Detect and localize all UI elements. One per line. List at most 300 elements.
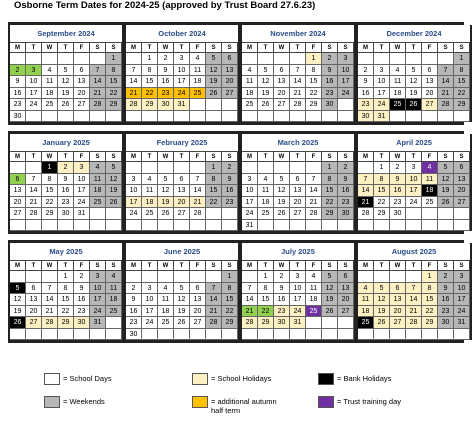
day-cell [322,220,338,232]
month-title: October 2024 [126,25,238,43]
day-cell [106,220,122,232]
day-cell [322,111,338,123]
day-cell: 8 [306,65,322,77]
day-cell: 19 [58,88,74,100]
day-cell: 15 [306,76,322,88]
day-cell [90,53,106,65]
weekday-header: S [454,152,470,162]
day-cell: 7 [126,65,142,77]
day-cell [258,53,274,65]
day-cell: 3 [74,162,90,174]
day-cell: 8 [142,65,158,77]
weekday-header: S [90,152,106,162]
day-cell: 12 [374,294,390,306]
day-cell [390,111,406,123]
day-cell: 11 [358,294,374,306]
day-cell: 4 [258,174,274,186]
day-cell: 11 [242,76,258,88]
day-cell [438,111,454,123]
weekday-header: T [258,261,274,271]
day-cell: 10 [338,65,354,77]
day-cell: 29 [422,317,438,329]
day-cell: 10 [290,283,306,295]
day-grid [358,261,470,340]
day-cell: 1 [42,162,58,174]
day-cell: 4 [358,283,374,295]
month-title: December 2024 [358,25,470,43]
day-cell [190,220,206,232]
day-cell [42,53,58,65]
day-cell: 17 [290,294,306,306]
day-cell: 24 [242,208,258,220]
day-cell [390,329,406,341]
day-cell: 5 [374,283,390,295]
day-cell [374,271,390,283]
day-cell [438,208,454,220]
day-grid [10,152,122,231]
day-cell [274,111,290,123]
weekday-header: M [126,152,142,162]
day-cell: 30 [158,99,174,111]
day-cell [222,220,238,232]
day-cell: 10 [406,174,422,186]
month-title: April 2025 [358,134,470,152]
weekday-header: S [206,43,222,53]
day-cell: 15 [454,76,470,88]
day-cell: 7 [306,174,322,186]
day-cell [106,111,122,123]
day-cell: 8 [42,174,58,186]
weekday-header: S [322,261,338,271]
day-cell: 31 [90,317,106,329]
day-cell: 5 [258,65,274,77]
day-cell: 13 [174,185,190,197]
day-cell: 28 [306,208,322,220]
day-cell: 25 [142,208,158,220]
day-cell: 4 [190,53,206,65]
day-cell: 19 [322,294,338,306]
month-title: July 2025 [242,243,354,261]
day-cell [42,271,58,283]
day-cell [322,317,338,329]
day-cell: 8 [106,65,122,77]
day-cell: 27 [338,306,354,318]
day-cell: 30 [358,111,374,123]
day-cell [454,208,470,220]
weekday-header: W [274,152,290,162]
day-cell: 6 [74,65,90,77]
day-cell: 9 [74,283,90,295]
day-cell [222,208,238,220]
day-cell: 20 [290,197,306,209]
day-cell: 3 [90,271,106,283]
day-cell [106,329,122,341]
month-calendar [356,25,472,122]
day-cell: 14 [290,76,306,88]
weekday-header: S [454,261,470,271]
day-cell [10,329,26,341]
page-title: Osborne Term Dates for 2024-25 (approved by Trust Board 27.6.23) [14,0,316,11]
day-cell: 8 [206,174,222,186]
day-cell: 31 [374,111,390,123]
day-cell: 11 [306,283,322,295]
day-cell: 29 [58,317,74,329]
day-cell [206,208,222,220]
day-cell: 7 [26,174,42,186]
day-cell [422,111,438,123]
day-cell: 31 [74,208,90,220]
day-cell: 6 [26,283,42,295]
day-cell [422,53,438,65]
day-cell: 26 [206,88,222,100]
weekday-header: T [406,152,422,162]
day-grid [358,43,470,122]
day-cell: 27 [274,99,290,111]
weekday-header: W [274,261,290,271]
day-cell: 17 [26,88,42,100]
weekday-header: T [374,261,390,271]
day-cell: 15 [374,185,390,197]
month-calendar [8,243,124,340]
day-cell: 13 [74,76,90,88]
day-cell: 16 [390,185,406,197]
day-cell: 21 [290,88,306,100]
day-cell [174,220,190,232]
day-cell: 13 [390,294,406,306]
day-cell: 11 [390,76,406,88]
day-cell: 26 [174,317,190,329]
day-cell: 30 [322,99,338,111]
day-cell [358,271,374,283]
weekday-header: T [374,152,390,162]
day-cell: 21 [358,197,374,209]
day-cell: 22 [422,306,438,318]
day-cell [158,329,174,341]
day-cell: 24 [374,99,390,111]
day-cell: 10 [142,294,158,306]
day-cell: 14 [90,76,106,88]
day-cell [74,220,90,232]
day-cell: 9 [390,174,406,186]
day-cell: 17 [374,88,390,100]
day-cell [74,53,90,65]
school-days-swatch [44,373,60,385]
weekday-header: T [58,43,74,53]
day-cell: 5 [274,174,290,186]
weekday-header: F [422,152,438,162]
day-cell: 15 [258,294,274,306]
day-cell: 31 [290,317,306,329]
day-cell [142,162,158,174]
day-cell: 15 [58,294,74,306]
weekday-header: T [26,43,42,53]
day-grid [10,43,122,122]
day-cell: 18 [390,88,406,100]
day-cell [174,329,190,341]
legend-label: = Bank Holidays [337,374,392,383]
day-cell: 20 [222,76,238,88]
day-cell: 12 [206,65,222,77]
day-cell [322,329,338,341]
day-cell: 14 [438,76,454,88]
day-cell: 22 [258,306,274,318]
weekday-header: F [190,152,206,162]
day-cell: 25 [190,88,206,100]
day-cell: 2 [338,162,354,174]
day-cell [26,53,42,65]
day-cell: 17 [90,294,106,306]
weekday-header: S [222,43,238,53]
day-cell: 1 [322,162,338,174]
day-cell: 12 [158,185,174,197]
day-cell [142,271,158,283]
day-cell: 5 [10,283,26,295]
day-cell: 3 [126,174,142,186]
day-cell [358,220,374,232]
day-cell: 1 [258,271,274,283]
day-cell: 18 [42,88,58,100]
day-cell: 27 [422,99,438,111]
weekday-header: M [242,152,258,162]
day-cell: 18 [190,76,206,88]
day-cell: 31 [242,220,258,232]
month-title: June 2025 [126,243,238,261]
month-row [8,240,464,343]
day-cell: 23 [358,99,374,111]
day-cell: 14 [406,294,422,306]
month-title: February 2025 [126,134,238,152]
legend-additional-autumn [192,396,283,415]
day-cell: 10 [374,76,390,88]
day-cell: 30 [390,208,406,220]
day-cell: 5 [58,65,74,77]
day-cell: 25 [42,99,58,111]
day-cell: 13 [274,76,290,88]
day-cell: 30 [338,208,354,220]
day-cell [406,220,422,232]
day-cell [106,208,122,220]
day-cell: 2 [158,53,174,65]
day-cell [258,162,274,174]
day-cell [454,220,470,232]
day-cell: 20 [390,306,406,318]
day-cell: 4 [390,65,406,77]
day-cell: 4 [242,65,258,77]
day-cell: 29 [374,208,390,220]
weekday-header: T [174,261,190,271]
day-cell: 3 [242,174,258,186]
day-cell: 5 [438,162,454,174]
day-cell: 30 [74,317,90,329]
day-cell [26,220,42,232]
weekday-header: S [106,152,122,162]
weekday-header: W [390,43,406,53]
day-cell: 12 [438,174,454,186]
day-cell: 6 [190,283,206,295]
day-cell [10,53,26,65]
month-calendar [124,25,240,122]
day-cell [242,111,258,123]
day-cell: 26 [374,317,390,329]
day-cell [142,220,158,232]
day-cell [338,111,354,123]
day-cell [206,220,222,232]
day-cell [422,220,438,232]
weekday-header: S [106,261,122,271]
day-cell [422,208,438,220]
day-cell [374,329,390,341]
day-cell: 18 [306,294,322,306]
weekday-header: T [174,43,190,53]
day-cell: 28 [290,99,306,111]
day-grid [242,261,354,340]
day-cell: 15 [206,185,222,197]
weekday-header: S [90,261,106,271]
day-cell: 14 [190,185,206,197]
day-cell: 5 [406,65,422,77]
day-cell: 21 [306,197,322,209]
day-cell: 27 [74,99,90,111]
month-calendar [8,134,124,231]
weekday-header: T [290,261,306,271]
day-cell [158,111,174,123]
day-cell [406,271,422,283]
day-cell: 16 [126,306,142,318]
weekday-header: T [58,261,74,271]
day-cell [174,162,190,174]
day-cell: 28 [42,317,58,329]
day-cell [358,162,374,174]
day-cell: 21 [242,306,258,318]
day-cell: 12 [58,76,74,88]
weekday-header: W [390,261,406,271]
weekday-header: F [306,261,322,271]
day-cell: 12 [258,76,274,88]
day-cell [374,53,390,65]
day-cell: 13 [454,174,470,186]
day-cell: 28 [358,208,374,220]
weekday-header: S [222,261,238,271]
day-cell [306,220,322,232]
day-cell: 21 [90,88,106,100]
day-cell [258,220,274,232]
day-cell: 8 [258,283,274,295]
day-cell: 2 [358,65,374,77]
day-cell: 22 [306,88,322,100]
day-cell: 23 [390,197,406,209]
day-cell: 3 [406,162,422,174]
weekday-header: S [338,261,354,271]
day-cell [10,220,26,232]
day-cell [174,111,190,123]
day-cell [358,329,374,341]
day-cell: 10 [90,283,106,295]
weekday-header: W [158,152,174,162]
weekday-header: F [306,152,322,162]
day-cell: 4 [42,65,58,77]
weekday-header: F [422,261,438,271]
day-cell: 10 [242,185,258,197]
day-cell [42,220,58,232]
day-cell: 21 [190,197,206,209]
day-cell: 17 [142,306,158,318]
day-cell: 14 [306,185,322,197]
legend-label: = School Holidays [211,374,272,383]
day-cell [306,329,322,341]
month-title: January 2025 [10,134,122,152]
day-cell: 12 [274,185,290,197]
day-cell: 4 [90,162,106,174]
day-cell: 21 [206,306,222,318]
day-cell [438,53,454,65]
day-cell: 27 [26,317,42,329]
day-cell: 2 [222,162,238,174]
weekday-header: M [358,152,374,162]
day-cell: 23 [10,99,26,111]
legend-label: = additional autumn half term [211,397,277,415]
day-cell: 26 [274,208,290,220]
day-cell [58,111,74,123]
day-cell: 2 [322,53,338,65]
weekday-header: F [422,43,438,53]
day-cell: 24 [454,306,470,318]
term-calendar [8,22,464,343]
day-cell [242,162,258,174]
day-cell: 22 [142,88,158,100]
day-cell: 10 [74,174,90,186]
day-cell: 12 [10,294,26,306]
month-calendar [124,243,240,340]
day-cell: 24 [338,88,354,100]
weekday-header: S [454,43,470,53]
day-cell: 18 [90,185,106,197]
weekday-header: M [242,261,258,271]
day-cell [206,329,222,341]
weekday-header: W [42,43,58,53]
day-cell: 6 [174,174,190,186]
weekday-header: M [358,43,374,53]
day-cell: 25 [390,99,406,111]
day-cell: 22 [58,306,74,318]
day-cell: 25 [422,197,438,209]
day-cell: 17 [338,76,354,88]
day-cell: 1 [454,53,470,65]
day-cell: 8 [422,283,438,295]
day-cell: 7 [438,65,454,77]
day-cell [222,329,238,341]
bank-holidays-swatch [318,373,334,385]
weekday-header: F [190,43,206,53]
day-cell: 25 [90,197,106,209]
day-cell: 22 [206,197,222,209]
day-cell [406,208,422,220]
weekday-header: S [438,261,454,271]
day-cell: 25 [258,208,274,220]
day-cell: 29 [306,99,322,111]
weekday-header: T [26,152,42,162]
day-cell [358,53,374,65]
day-cell: 23 [322,88,338,100]
day-cell: 19 [406,88,422,100]
day-cell: 16 [438,294,454,306]
legend-label: = Weekends [63,397,105,406]
day-cell: 2 [274,271,290,283]
day-cell: 14 [242,294,258,306]
day-cell [454,111,470,123]
day-cell: 27 [290,208,306,220]
day-cell [126,111,142,123]
day-cell [258,111,274,123]
